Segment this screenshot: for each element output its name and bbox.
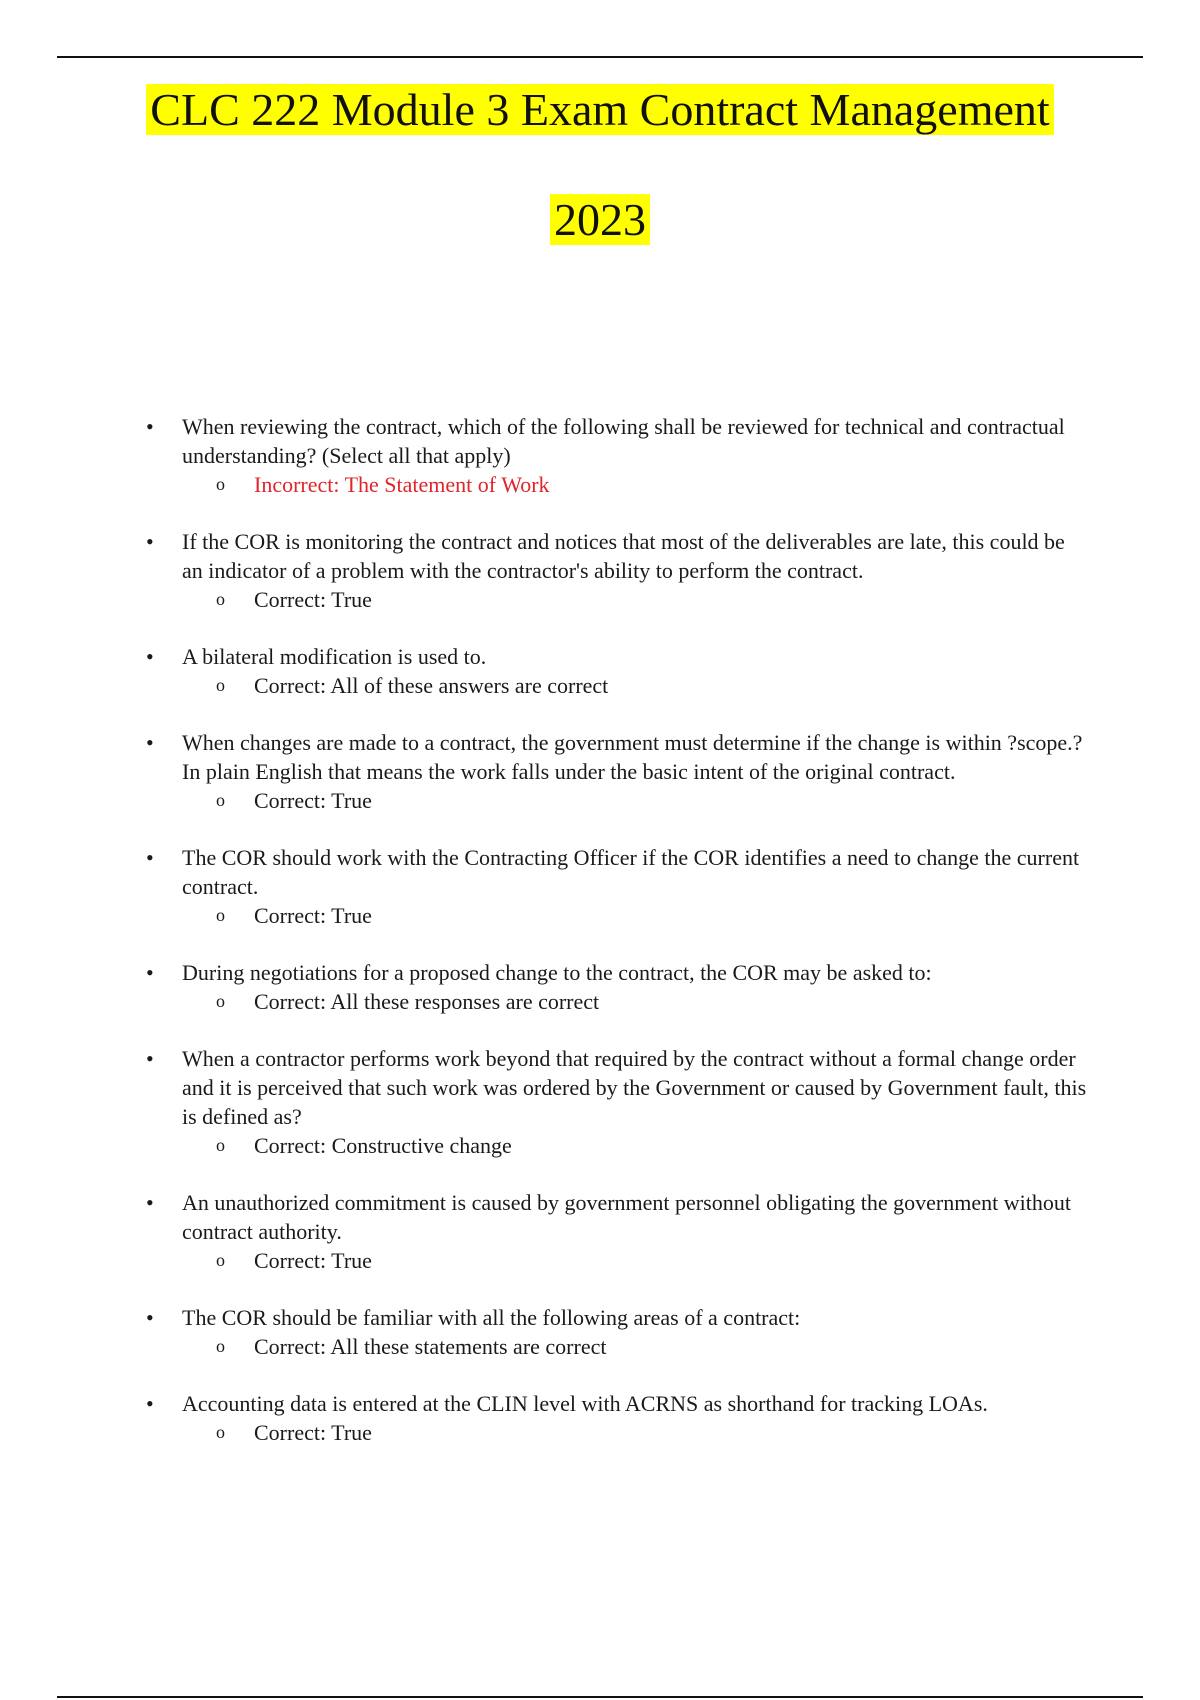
question-text: The COR should work with the Contracting Officer if the COR identifies a need to change the current contract. [182,845,1080,899]
bullet-icon: • [146,960,154,985]
header-rule [57,56,1143,58]
list-item [0,1188,1200,1275]
list-item [0,843,1200,930]
sub-bullet-icon: o [216,1135,225,1155]
answer-text: Correct: Constructive change [254,1133,512,1158]
sub-bullet-icon: o [216,790,225,810]
bullet-icon: • [146,845,154,870]
answer-row [182,470,1090,499]
sub-bullet-icon: o [216,474,225,494]
bullet-icon: • [146,730,154,755]
bullet-icon: • [146,1305,154,1330]
question-text: An unauthorized commitment is caused by government personnel obligating the government without contract authority. [182,1190,1071,1244]
bullet-icon: • [146,414,154,439]
answer-text: Correct: True [254,587,372,612]
answer-row [182,1418,1090,1447]
question-text: The COR should be familiar with all the following areas of a contract: [182,1305,801,1330]
list-item [0,527,1200,614]
answer-row [182,671,1090,700]
list-item [0,1044,1200,1160]
footer-rule [57,1696,1143,1698]
sub-bullet-icon: o [216,1422,225,1442]
document-title [0,82,1200,138]
answer-text: Correct: True [254,1248,372,1273]
bullet-icon: • [146,529,154,554]
bullet-icon: • [146,1190,154,1215]
list-item [0,728,1200,815]
question-text: When a contractor performs work beyond that required by the contract without a formal change order and it is perceived that such work was ordered by the Government or caused by Government fault, this is defined as? [182,1046,1087,1129]
answer-row [182,1246,1090,1275]
bullet-icon: • [146,1391,154,1416]
answer-text: Correct: True [254,1420,372,1445]
list-item [0,1303,1200,1361]
title-line-1: CLC 222 Module 3 Exam Contract Management [146,84,1053,135]
question-text: If the COR is monitoring the contract and notices that most of the deliverables are late, this could be an indicator of a problem with the contractor's ability to perform the contract. [182,529,1065,583]
list-item [0,958,1200,1016]
answer-row [182,1131,1090,1160]
question-text: Accounting data is entered at the CLIN level with ACRNS as shorthand for tracking LOAs. [182,1391,988,1416]
answer-text: Correct: All of these answers are correct [254,673,609,698]
answer-text: Correct: All these responses are correct [254,989,600,1014]
sub-bullet-icon: o [216,991,225,1011]
bullet-icon: • [146,644,154,669]
bullet-icon: • [146,1046,154,1071]
sub-bullet-icon: o [216,589,225,609]
answer-row [182,987,1090,1016]
answer-row [182,901,1090,930]
answer-row [182,585,1090,614]
list-item [0,1389,1200,1447]
sub-bullet-icon: o [216,1336,225,1356]
list-item [0,642,1200,700]
sub-bullet-icon: o [216,1250,225,1270]
question-text: A bilateral modification is used to. [182,644,487,669]
answer-row [182,786,1090,815]
answer-text: Correct: True [254,903,372,928]
list-item [0,412,1200,499]
sub-bullet-icon: o [216,675,225,695]
document-title-year [0,192,1200,248]
answer-row [182,1332,1090,1361]
question-text: During negotiations for a proposed change to the contract, the COR may be asked to: [182,960,932,985]
sub-bullet-icon: o [216,905,225,925]
title-line-2: 2023 [550,194,650,245]
answer-text: Correct: All these statements are correct [254,1334,607,1359]
question-list [0,412,1200,1475]
answer-text: Correct: True [254,788,372,813]
question-text: When changes are made to a contract, the government must determine if the change is within ?scope.? In plain English that means the work falls under the basic intent of the original contract. [182,730,1083,784]
question-text: When reviewing the contract, which of the following shall be reviewed for technical and contractual understanding? (Select all that apply) [182,414,1065,468]
answer-text: Incorrect: The Statement of Work [254,472,550,497]
